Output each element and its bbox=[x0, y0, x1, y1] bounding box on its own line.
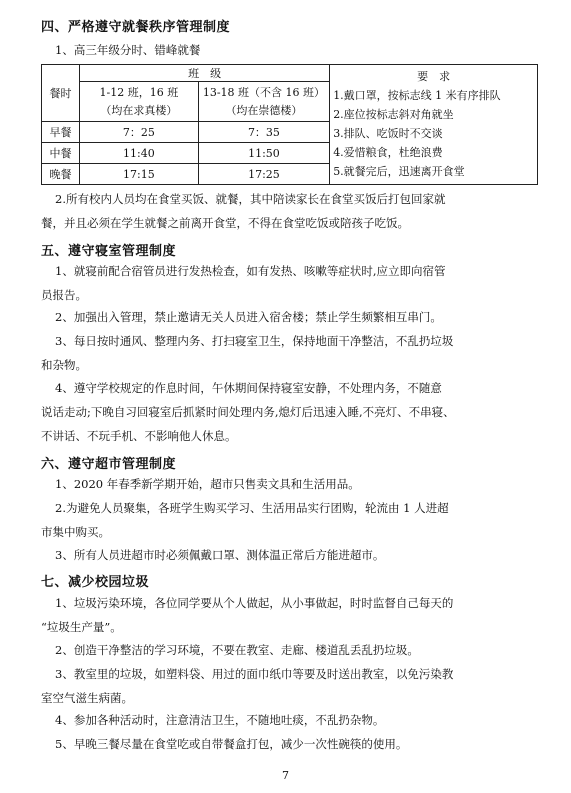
section5-p2-line1: 2、加强出入管理，禁止邀请无关人员进入宿舍楼；禁止学生频繁相互串门。 bbox=[55, 310, 442, 324]
requirement-1: 1.戴口罩，按标志线 1 米有序排队 bbox=[333, 88, 501, 102]
section5-p4-line3: 不讲话、不玩手机、不影响他人休息。 bbox=[41, 429, 237, 443]
section6-p1-line1: 1、2020 年春季新学期开始，超市只售卖文具和生活用品。 bbox=[55, 477, 360, 491]
section7-p1-line2: “垃圾生产量”。 bbox=[41, 620, 122, 634]
section5-p1-line1: 1、就寝前配合宿管员进行发热检查，如有发热、咳嗽等症状时,应立即向宿管 bbox=[55, 264, 446, 278]
section6-title: 六、遵守超市管理制度 bbox=[41, 457, 177, 472]
meal-time-group1: 11:40 bbox=[80, 143, 199, 164]
section7-p3-line1: 3、教室里的垃圾，如塑料袋、用过的面巾纸巾等要及时送出教室，以免污染教 bbox=[55, 667, 454, 681]
meal-name: 晚餐 bbox=[42, 164, 80, 185]
section4-item2-line1: 2.所有校内人员均在食堂买饭、就餐，其中陪读家长在食堂买饭后打包回家就 bbox=[55, 192, 446, 206]
requirements-cell bbox=[330, 65, 538, 185]
class-header: 班 级 bbox=[80, 65, 330, 82]
class-group-2-line1: 13-18 班（不含 16 班） bbox=[202, 85, 326, 99]
section5-p4 bbox=[41, 376, 531, 448]
meal-time-group2: 11:50 bbox=[198, 143, 329, 164]
requirement-3: 3.排队、吃饭时不交谈 bbox=[333, 126, 443, 140]
meal-schedule-table bbox=[41, 64, 538, 185]
class-group-2 bbox=[198, 82, 329, 122]
meal-time-group1: 7：25 bbox=[80, 122, 199, 143]
class-group-1-line2: （均在求真楼） bbox=[100, 103, 178, 117]
section7-p3 bbox=[41, 662, 531, 710]
class-group-1-line1: 1-12 班，16 班 bbox=[99, 85, 179, 99]
section7-title: 七、减少校园垃圾 bbox=[41, 575, 150, 590]
section7-p3-line2: 室空气滋生病菌。 bbox=[41, 691, 133, 705]
section4-item1: 1、高三年级分时、错峰就餐 bbox=[55, 43, 201, 57]
section5-p3-line1: 3、每日按时通风、整理内务、打扫寝室卫生，保持地面干净整洁，不乱扔垃圾 bbox=[55, 334, 454, 348]
meal-time-group1: 17:15 bbox=[80, 164, 199, 185]
page-number: 7 bbox=[282, 769, 289, 782]
section7-p4-line1: 4、参加各种活动时，注意清洁卫生，不随地吐痰，不乱扔杂物。 bbox=[55, 713, 385, 727]
section7-p4 bbox=[41, 708, 531, 732]
section6-p3-line1: 3、所有人员进超市时必须佩戴口罩、测体温正常后方能进超市。 bbox=[55, 548, 385, 562]
section5-p3 bbox=[41, 329, 531, 377]
section6-p2-line1: 2.为避免人员聚集，各班学生购买学习、生活用品实行团购，轮流由 1 人进超 bbox=[55, 501, 449, 515]
section7-p1-line1: 1、垃圾污染环境，各位同学要从个人做起，从小事做起，时时监督自己每天的 bbox=[55, 596, 454, 610]
section4-item2-line2: 餐，并且必须在学生就餐之前离开食堂，不得在食堂吃饭或陪孩子吃饭。 bbox=[41, 216, 409, 230]
meal-name: 早餐 bbox=[42, 122, 80, 143]
section5-title: 五、遵守寝室管理制度 bbox=[41, 244, 177, 259]
meal-time-group2: 17:25 bbox=[198, 164, 329, 185]
section7-p2 bbox=[41, 638, 531, 662]
section5-p4-line1: 4、遵守学校规定的作息时间，午休期间保持寝室安静，不处理内务，不随意 bbox=[55, 381, 442, 395]
section6-p2-line2: 市集中购买。 bbox=[41, 525, 110, 539]
section6-p3 bbox=[41, 543, 531, 567]
class-group-2-line2: （均在崇德楼） bbox=[225, 103, 303, 117]
meal-name: 中餐 bbox=[42, 143, 80, 164]
section7-p1 bbox=[41, 591, 531, 639]
meal-time-group2: 7：35 bbox=[198, 122, 329, 143]
section6-p2 bbox=[41, 496, 531, 544]
section5-p4-line2: 说话走动;下晚自习回寝室后抓紧时间处理内务,熄灯后迅速入睡,不亮灯、不串寝、 bbox=[41, 405, 455, 419]
requirement-4: 4.爱惜粮食，杜绝浪费 bbox=[333, 145, 443, 159]
requirements-header: 要 求 bbox=[417, 69, 451, 83]
section7-p5 bbox=[41, 732, 531, 756]
section5-p2 bbox=[41, 305, 531, 329]
meal-header: 餐时 bbox=[42, 65, 80, 122]
section5-p1 bbox=[41, 259, 531, 307]
section4-item2 bbox=[41, 187, 531, 235]
requirement-5: 5.就餐完后，迅速离开食堂 bbox=[333, 164, 465, 178]
section7-p2-line1: 2、创造干净整洁的学习环境，不要在教室、走廊、楼道乱丢乱扔垃圾。 bbox=[55, 643, 419, 657]
requirement-2: 2.座位按标志斜对角就坐 bbox=[333, 107, 454, 121]
section6-p1 bbox=[41, 472, 531, 496]
class-group-1 bbox=[80, 82, 199, 122]
section5-p3-line2: 和杂物。 bbox=[41, 358, 87, 372]
section5-p1-line2: 员报告。 bbox=[41, 288, 87, 302]
section4-title: 四、严格遵守就餐秩序管理制度 bbox=[41, 20, 231, 35]
section7-p5-line1: 5、早晚三餐尽量在食堂吃或自带餐盒打包，减少一次性碗筷的使用。 bbox=[55, 737, 408, 751]
